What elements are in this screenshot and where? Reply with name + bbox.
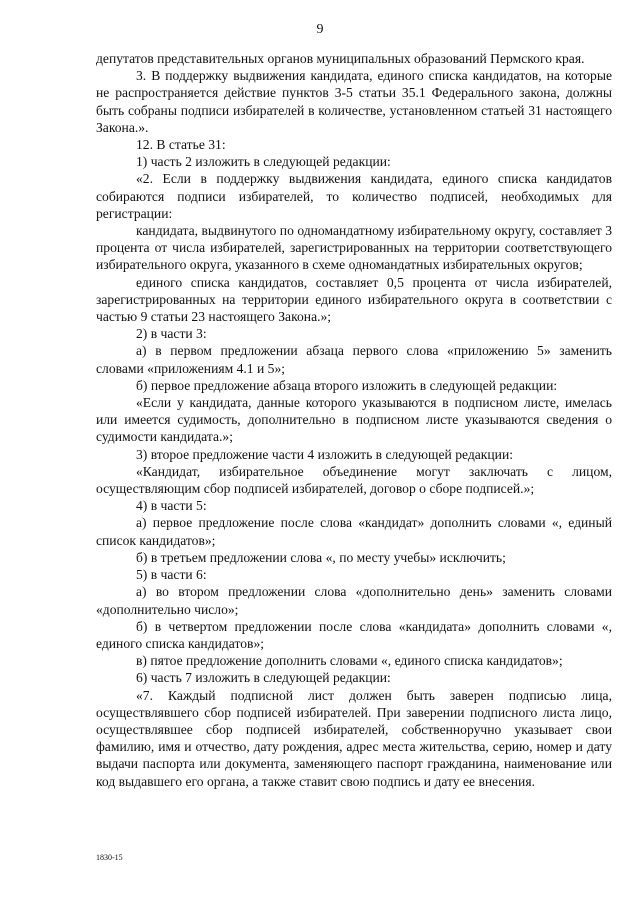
paragraph: 2) в части 3: bbox=[136, 326, 207, 342]
paragraph: б) в четвертом предложении после слова «кандидата» дополнить словами «, единого списка кандидатов»; bbox=[96, 618, 612, 651]
paragraph: 6) часть 7 изложить в следующей редакции: bbox=[136, 670, 391, 686]
paragraph: «Кандидат, избирательное объединение могут заключать с лицом, осуществляющим сбор подписей избирателей, договор о сборе подписей.»; bbox=[96, 463, 612, 497]
document-code: 1830-15 bbox=[96, 853, 123, 862]
paragraph: депутатов представительных органов муниципальных образований Пермского края. bbox=[96, 51, 585, 66]
paragraph: 3. В поддержку выдвижения кандидата, единого списка кандидатов, на которые не распространяется действие пунктов 3-5 статьи 35.1 Федерального закона, должны быть собраны подписи избирателей в количестве, установленном статьей 31 настоящего Закона.». bbox=[96, 68, 612, 135]
paragraph: кандидата, выдвинутого по одномандатному избирательному округу, составляет 3 процента от числа избирателей, зарегистрированных на территории соответствующего избирательного округа, указанного в схеме одномандатных избирательных округов; bbox=[96, 223, 612, 273]
paragraph: а) в первом предложении абзаца первого слова «приложению 5» заменить словами «приложениям 4.1 и 5»; bbox=[96, 343, 612, 376]
paragraph: б) первое предложение абзаца второго изложить в следующей редакции: bbox=[136, 377, 558, 393]
paragraph: «7. Каждый подписной лист должен быть заверен подписью лица, осуществлявшего сбор подписей избирателей. При заверении подписного листа лицо, осуществлявшее сбор подписей избирателей, собственноручно указывает свои фамилию, имя и отчество, дату рождения, адрес места жительства, серию, номер и дату выдачи паспорта или документа, заменяющего паспорт гражданина, наименование или код выдавшего его органа, а также ставит свою подпись и дату ее внесения. bbox=[96, 687, 612, 789]
paragraph: «2. Если в поддержку выдвижения кандидата, единого списка кандидатов собираются подписи избирателей, то количество подписей, необходимых для регистрации: bbox=[96, 171, 612, 221]
paragraph: 12. В статье 31: bbox=[136, 137, 226, 153]
document-body bbox=[96, 50, 612, 790]
paragraph: а) во втором предложении слова «дополнительно день» заменить словами «дополнительно число»; bbox=[96, 584, 612, 617]
paragraph: «Если у кандидата, данные которого указываются в подписном листе, имелась или имеется судимость, дополнительно в подписном листе указываются сведения о судимости кандидата.»; bbox=[96, 395, 612, 445]
page-number: 9 bbox=[316, 22, 324, 37]
paragraph: 5) в части 6: bbox=[136, 567, 207, 583]
paragraph: б) в третьем предложении слова «, по месту учебы» исключить; bbox=[136, 549, 506, 565]
paragraph: единого списка кандидатов, составляет 0,5 процента от числа избирателей, зарегистрированных на территории единого избирательного округа в соответствии с частью 9 статьи 23 настоящего Закона.»; bbox=[96, 274, 612, 325]
paragraph: а) первое предложение после слова «кандидат» дополнить словами «, единый список кандидатов»; bbox=[96, 515, 612, 548]
paragraph: 3) второе предложение части 4 изложить в следующей редакции: bbox=[136, 446, 514, 462]
paragraph: 1) часть 2 изложить в следующей редакции: bbox=[136, 154, 391, 170]
paragraph: 4) в части 5: bbox=[136, 498, 207, 514]
paragraph: в) пятое предложение дополнить словами «, единого списка кандидатов»; bbox=[136, 653, 563, 669]
